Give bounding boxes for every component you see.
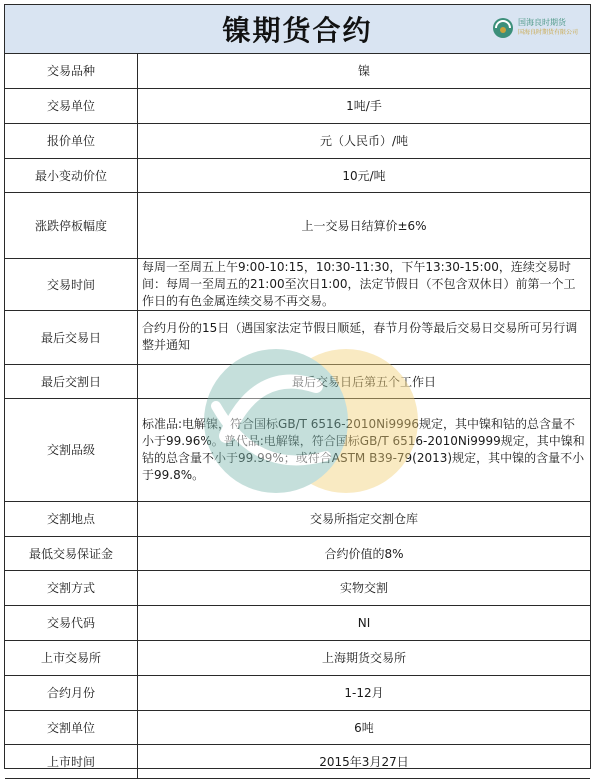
contract-sheet (4, 4, 591, 769)
row-value: 1吨/手 (138, 88, 591, 123)
row-value: 最后交易日后第五个工作日 (138, 364, 591, 398)
table-row (5, 123, 590, 158)
row-value: 实物交割 (138, 570, 591, 605)
row-label: 合约月份 (5, 675, 138, 710)
row-label: 交割地点 (5, 501, 138, 536)
row-value: 交易所指定交割仓库 (138, 501, 591, 536)
row-label: 交易品种 (5, 53, 138, 88)
table-row (5, 158, 590, 192)
row-value: 标准品:电解镍，符合国标GB/T 6516-2010Ni9996规定，其中镍和钴的总含量不小于99.96%。普代品:电解镍，符合国标GB/T 6516-2010Ni9999规定，其中镍和钴的总含量不小于99.99%；或符合ASTM B39-79(2013)规定，其中镍的含量不小于99.8%。 (138, 398, 591, 501)
row-label: 交割单位 (5, 710, 138, 744)
logo-subname: 国海良时期货有限公司 (517, 29, 578, 36)
title-bar (5, 5, 590, 54)
row-label: 交易代码 (5, 605, 138, 640)
table-row (5, 570, 590, 605)
table-row (5, 640, 590, 675)
row-value: 上海期货交易所 (138, 640, 591, 675)
page-title: 镍期货合约 (222, 14, 373, 47)
row-value: 合约月份的15日（遇国家法定节假日顺延，春节月份等最后交易日交易所可另行调整并通知 (138, 310, 591, 364)
logo-name: 国海良时期货 (517, 18, 566, 27)
row-label: 最后交易日 (5, 310, 138, 364)
table-row (5, 364, 590, 398)
row-value: 合约价值的8% (138, 536, 591, 570)
row-label: 涨跌停板幅度 (5, 192, 138, 258)
row-value: 1-12月 (138, 675, 591, 710)
table-row (5, 53, 590, 88)
row-value: 6吨 (138, 710, 591, 744)
table-row (5, 501, 590, 536)
logo-text (518, 18, 578, 38)
table-row (5, 398, 590, 501)
row-label: 报价单位 (5, 123, 138, 158)
row-value: 镍 (138, 53, 591, 88)
table-row (5, 310, 590, 364)
row-label: 上市交易所 (5, 640, 138, 675)
table-row (5, 710, 590, 744)
row-label: 最低交易保证金 (5, 536, 138, 570)
row-value: NI (138, 605, 591, 640)
table-row (5, 258, 590, 310)
table-row (5, 605, 590, 640)
row-label: 交易时间 (5, 258, 138, 310)
table-row (5, 675, 590, 710)
table-row (5, 536, 590, 570)
company-logo (492, 17, 578, 39)
row-label: 交割方式 (5, 570, 138, 605)
row-value: 10元/吨 (138, 158, 591, 192)
row-label: 交割品级 (5, 398, 138, 501)
logo-icon (492, 17, 514, 39)
row-label: 最后交割日 (5, 364, 138, 398)
row-label: 上市时间 (5, 744, 138, 778)
contract-table (5, 53, 590, 779)
row-value: 2015年3月27日 (138, 744, 591, 778)
row-value: 元（人民币）/吨 (138, 123, 591, 158)
row-label: 交易单位 (5, 88, 138, 123)
table-row (5, 88, 590, 123)
row-value: 每周一至周五上午9:00-10:15，10:30-11:30，下午13:30-15:00，连续交易时间：每周一至周五的21:00至次日1:00，法定节假日（不包含双休日）前第一个工作日的有色金属连续交易不再交易。 (138, 258, 591, 310)
row-label: 最小变动价位 (5, 158, 138, 192)
table-row (5, 192, 590, 258)
row-value: 上一交易日结算价±6% (138, 192, 591, 258)
